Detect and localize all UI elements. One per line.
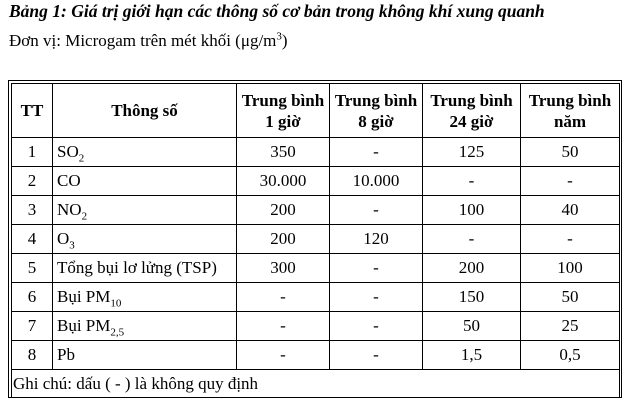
- header-1h-line1: Trung bình: [241, 90, 325, 110]
- table-row: [12, 283, 620, 312]
- header-24h-line1: Trung bình: [430, 90, 513, 110]
- value-24h: 150: [423, 283, 521, 312]
- param-subscript: 3: [69, 239, 75, 252]
- value-1h: -: [237, 283, 330, 312]
- table-caption: Bảng 1: Giá trị giới hạn các thông số cơ bản trong không khí xung quanh: [9, 1, 545, 21]
- table-row: [12, 196, 620, 225]
- value-year: 40: [521, 196, 620, 225]
- value-1h: -: [237, 341, 330, 370]
- table-row: [12, 254, 620, 283]
- param-name: [53, 138, 237, 167]
- table-row: [12, 312, 620, 341]
- value-24h: 1,5: [423, 341, 521, 370]
- value-1h: 350: [237, 138, 330, 167]
- param-text: O: [57, 229, 70, 248]
- value-8h: -: [330, 341, 423, 370]
- row-number: 1: [12, 138, 53, 167]
- row-number: 7: [12, 312, 53, 341]
- row-number: 5: [12, 254, 53, 283]
- header-8h-line1: Trung bình: [334, 90, 418, 110]
- param-text: Bụi PM: [57, 316, 111, 335]
- header-year: [521, 84, 620, 138]
- value-8h: -: [330, 138, 423, 167]
- value-8h: 10.000: [330, 167, 423, 196]
- header-8h: [330, 84, 423, 138]
- param-text: CO: [57, 171, 81, 190]
- param-subscript: 2: [78, 152, 85, 165]
- value-24h: 200: [423, 254, 521, 283]
- value-1h: 200: [237, 196, 330, 225]
- header-24h: [423, 84, 521, 138]
- value-year: 25: [521, 312, 620, 341]
- header-row: [12, 84, 620, 138]
- table-row: [12, 341, 620, 370]
- value-year: -: [521, 225, 620, 254]
- param-subscript: 10: [110, 297, 122, 310]
- value-24h: -: [423, 225, 521, 254]
- param-text: NO: [57, 200, 82, 219]
- param-subscript: 2,5: [110, 326, 125, 339]
- value-year: 50: [521, 283, 620, 312]
- row-number: 2: [12, 167, 53, 196]
- row-number: 4: [12, 225, 53, 254]
- param-name: [53, 283, 237, 312]
- table-row: [12, 225, 620, 254]
- table-row: [12, 167, 620, 196]
- value-1h: 200: [237, 225, 330, 254]
- header-1h-line2: 1 giờ: [265, 111, 301, 131]
- param-name: [53, 254, 237, 283]
- row-number: 3: [12, 196, 53, 225]
- value-8h: -: [330, 254, 423, 283]
- param-name: [53, 167, 237, 196]
- row-number: 8: [12, 341, 53, 370]
- param-text: Tổng bụi lơ lửng (TSP): [57, 258, 217, 277]
- param-name: [53, 312, 237, 341]
- note-row: [12, 370, 620, 398]
- row-number: 6: [12, 283, 53, 312]
- value-24h: 50: [423, 312, 521, 341]
- header-24h-line2: 24 giờ: [449, 111, 494, 131]
- param-text: SO: [57, 142, 79, 161]
- value-24h: 125: [423, 138, 521, 167]
- header-param: Thông số: [53, 84, 237, 138]
- value-24h: -: [423, 167, 521, 196]
- value-year: 50: [521, 138, 620, 167]
- value-24h: 100: [423, 196, 521, 225]
- value-8h: -: [330, 283, 423, 312]
- footnote: Ghi chú: dấu ( - ) là không quy định: [12, 370, 620, 398]
- unit-line: [9, 31, 288, 51]
- param-text: Bụi PM: [57, 287, 111, 306]
- limits-table: [11, 83, 620, 398]
- unit-suffix: ): [281, 31, 288, 50]
- value-year: 0,5: [521, 341, 620, 370]
- value-1h: 30.000: [237, 167, 330, 196]
- value-year: -: [521, 167, 620, 196]
- value-8h: 120: [330, 225, 423, 254]
- header-tt: TT: [12, 84, 53, 138]
- param-text: Pb: [57, 345, 75, 364]
- header-year-line2: năm: [553, 111, 587, 131]
- value-1h: -: [237, 312, 330, 341]
- unit-superscript: 3: [276, 30, 282, 43]
- header-8h-line2: 8 giờ: [358, 111, 394, 131]
- value-8h: -: [330, 196, 423, 225]
- unit-text: Đơn vị: Microgam trên mét khối (μg/m: [9, 31, 277, 50]
- header-year-line1: Trung bình: [528, 90, 612, 110]
- value-year: 100: [521, 254, 620, 283]
- header-1h: [237, 84, 330, 138]
- value-1h: 300: [237, 254, 330, 283]
- param-name: [53, 341, 237, 370]
- value-8h: -: [330, 312, 423, 341]
- param-name: [53, 225, 237, 254]
- param-subscript: 2: [81, 210, 88, 223]
- table-row: [12, 138, 620, 167]
- param-name: [53, 196, 237, 225]
